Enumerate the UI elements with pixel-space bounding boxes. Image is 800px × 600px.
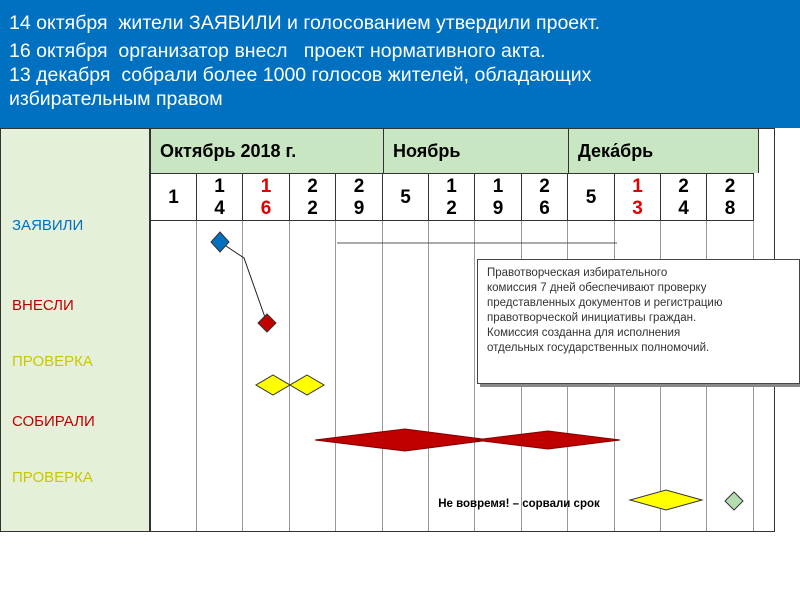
row-label-sobirali: СОБИРАЛИ <box>12 413 95 430</box>
date-label: 24 <box>678 176 689 219</box>
date-label: 22 <box>307 176 318 219</box>
note-box <box>477 259 800 384</box>
date-label: 5 <box>400 187 411 208</box>
diamond-vnesli <box>258 314 276 332</box>
month-october: Октябрь 2018 г. <box>151 129 384 173</box>
note-line-5: Комиссия созданна для исполнения <box>487 327 681 339</box>
date-label: 26 <box>539 176 550 219</box>
header-line-3: 13 декабря собрали более 1000 голосов жителей, обладающих <box>9 64 592 86</box>
note-line-2: комиссия 7 дней обеспечивают проверку <box>487 282 707 294</box>
diamond-proverka-2 <box>630 490 702 510</box>
header-line-1: 14 октября жители ЗАЯВИЛИ и голосованием утвердили проект. <box>9 12 601 34</box>
diamond-sobirali-2 <box>475 431 620 449</box>
diamond-sobirali-1 <box>315 429 490 451</box>
date-label: 12 <box>446 176 457 219</box>
date-label: 28 <box>724 176 736 219</box>
note-line-6: отдельных государственных полномочий. <box>487 342 710 354</box>
date-label: 19 <box>492 176 504 219</box>
header-line-4: избирательным правом <box>9 88 223 110</box>
row-label-vnesli: ВНЕСЛИ <box>12 297 74 314</box>
date-label: 14 <box>214 176 225 219</box>
row-label-zayavili: ЗАЯВИЛИ <box>12 217 84 234</box>
date-label: 1 <box>168 187 179 208</box>
row-label-proverka-2: ПРОВЕРКА <box>12 469 93 486</box>
note-line-3: представленных документов и регистрацию <box>487 297 723 309</box>
date-label: 16 <box>260 176 272 219</box>
date-label: 29 <box>353 176 365 219</box>
diamond-zayavili <box>211 232 229 252</box>
header-line-2: 16 октября организатор внесл проект нормативного акта. <box>9 40 546 62</box>
late-label: Не вовремя! – сорвали срок <box>438 498 600 510</box>
month-november: Ноябрь <box>384 129 569 173</box>
row-label-proverka-1: ПРОВЕРКА <box>12 353 93 370</box>
note-line-4: правотворческой инициативы граждан. <box>487 312 697 324</box>
date-label: 5 <box>585 187 597 208</box>
note-line-1: Правотворческая избирательного <box>487 267 668 279</box>
diamond-proverka-1a <box>256 375 290 395</box>
diamond-proverka-1b <box>290 375 324 395</box>
diamond-final <box>725 492 743 510</box>
month-december: Дека́брь <box>569 129 759 173</box>
connector-line <box>220 242 267 323</box>
date-label: 13 <box>632 176 643 219</box>
